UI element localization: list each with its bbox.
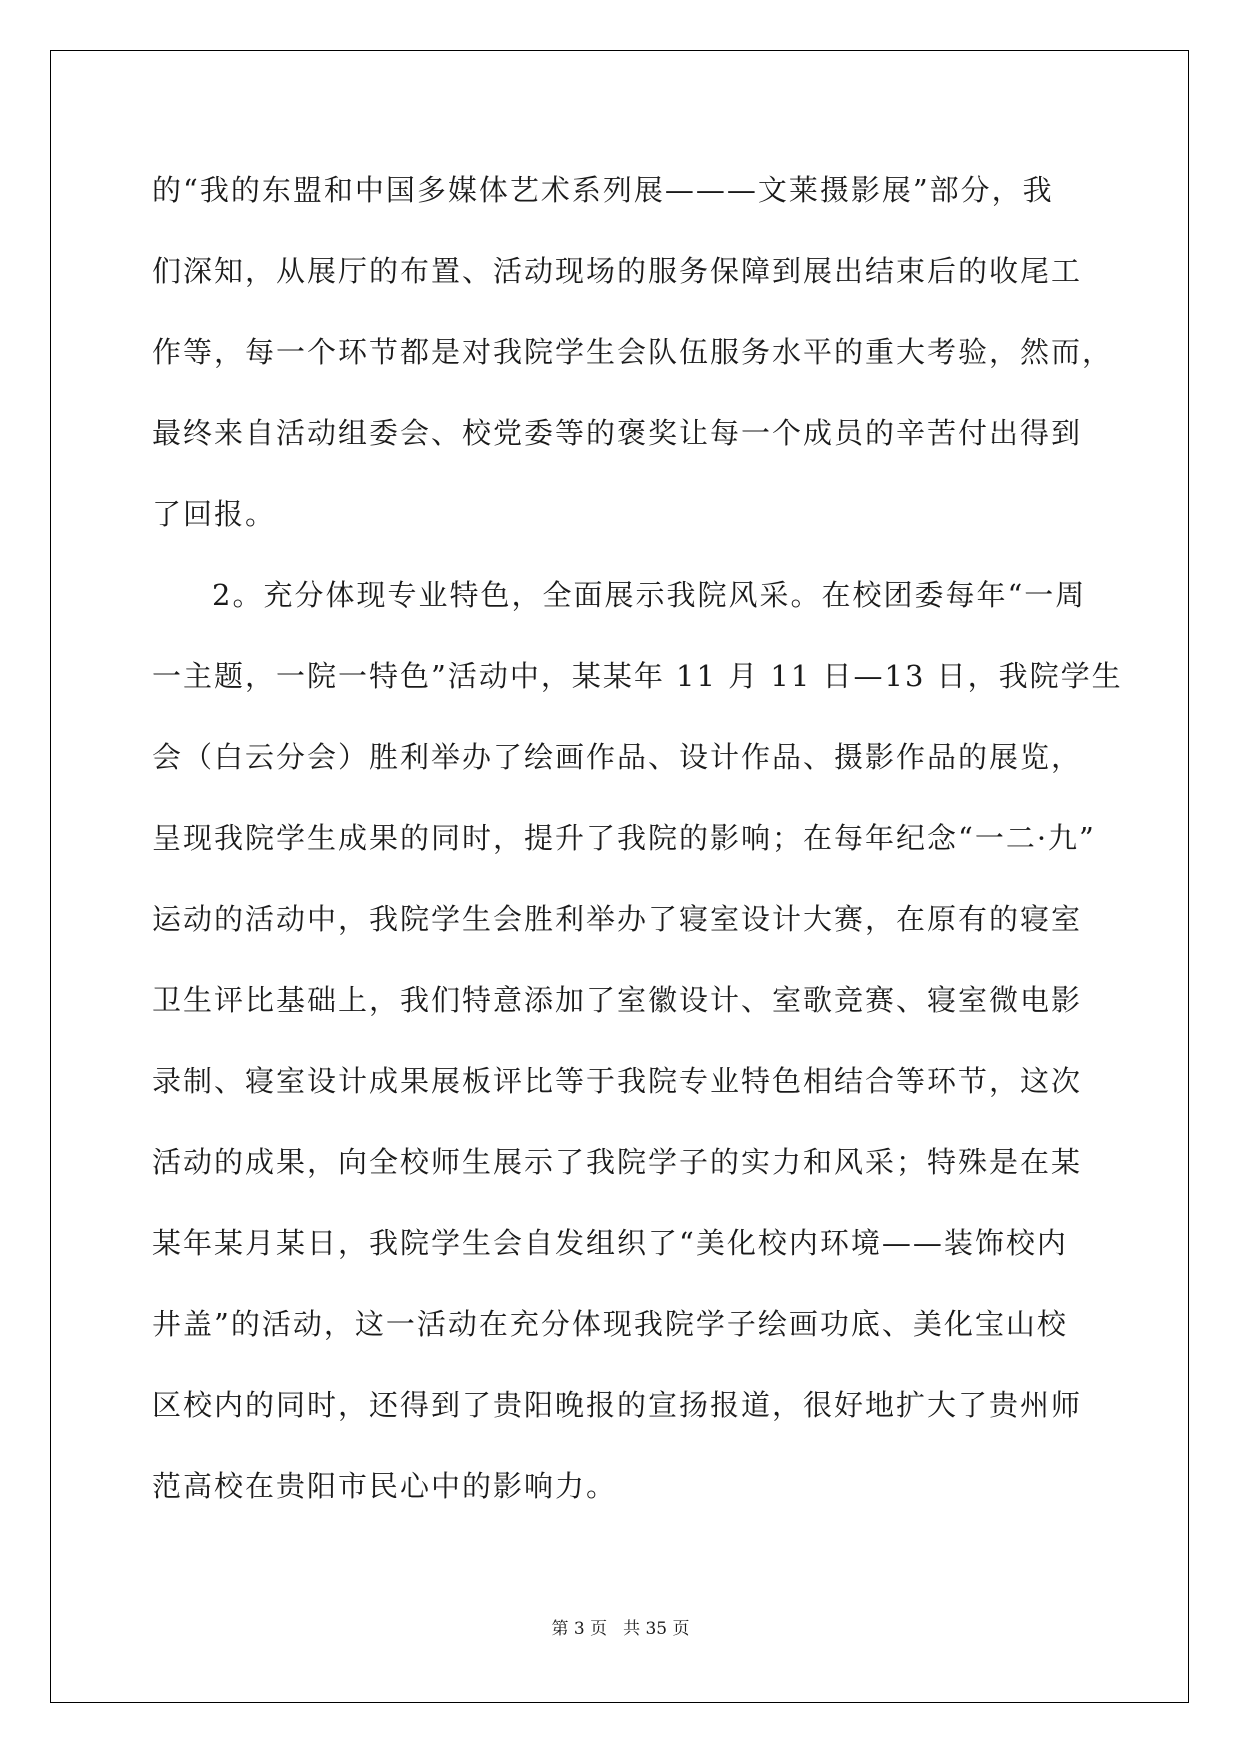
text-line: 范高校在贵阳市民心中的影响力。	[152, 1469, 618, 1503]
page-footer	[0, 1618, 1241, 1640]
text-line: 一主题，一院一特色”活动中，某某年 11 月 11 日—13 日，我院学生	[152, 659, 1123, 693]
text-line: 录制、寝室设计成果展板评比等于我院专业特色相结合等环节，这次	[152, 1064, 1083, 1098]
text-line: 的“我的东盟和中国多媒体艺术系列展———文莱摄影展”部分，我	[152, 173, 1054, 207]
text-line: 会（白云分会）胜利举办了绘画作品、设计作品、摄影作品的展览，	[152, 740, 1083, 774]
text-line: 运动的活动中，我院学生会胜利举办了寝室设计大赛，在原有的寝室	[152, 902, 1083, 936]
text-line: 井盖”的活动，这一活动在充分体现我院学子绘画功底、美化宝山校	[152, 1307, 1068, 1341]
text-line: 作等，每一个环节都是对我院学生会队伍服务水平的重大考验，然而，	[152, 335, 1114, 369]
text-line: 们深知，从展厅的布置、活动现场的服务保障到展出结束后的收尾工	[152, 254, 1083, 288]
text-line: 呈现我院学生成果的同时，提升了我院的影响；在每年纪念“一二·九”	[152, 821, 1096, 855]
text-line: 某年某月某日，我院学生会自发组织了“美化校内环境——装饰校内	[152, 1226, 1068, 1260]
page-total: 共 35 页	[623, 1619, 690, 1639]
page-number: 第 3 页	[551, 1619, 608, 1639]
text-line: 卫生评比基础上，我们特意添加了室徽设计、室歌竞赛、寝室微电影	[152, 983, 1083, 1017]
text-line: 最终来自活动组委会、校党委等的褒奖让每一个成员的辛苦付出得到	[152, 416, 1083, 450]
text-line: 2。充分体现专业特色，全面展示我院风采。在校团委每年“一周	[212, 578, 1087, 612]
page-border	[50, 50, 1189, 1703]
text-line: 了回报。	[152, 497, 277, 531]
text-line: 区校内的同时，还得到了贵阳晚报的宣扬报道，很好地扩大了贵州师	[152, 1388, 1083, 1422]
text-line: 活动的成果，向全校师生展示了我院学子的实力和风采；特殊是在某	[152, 1145, 1083, 1179]
